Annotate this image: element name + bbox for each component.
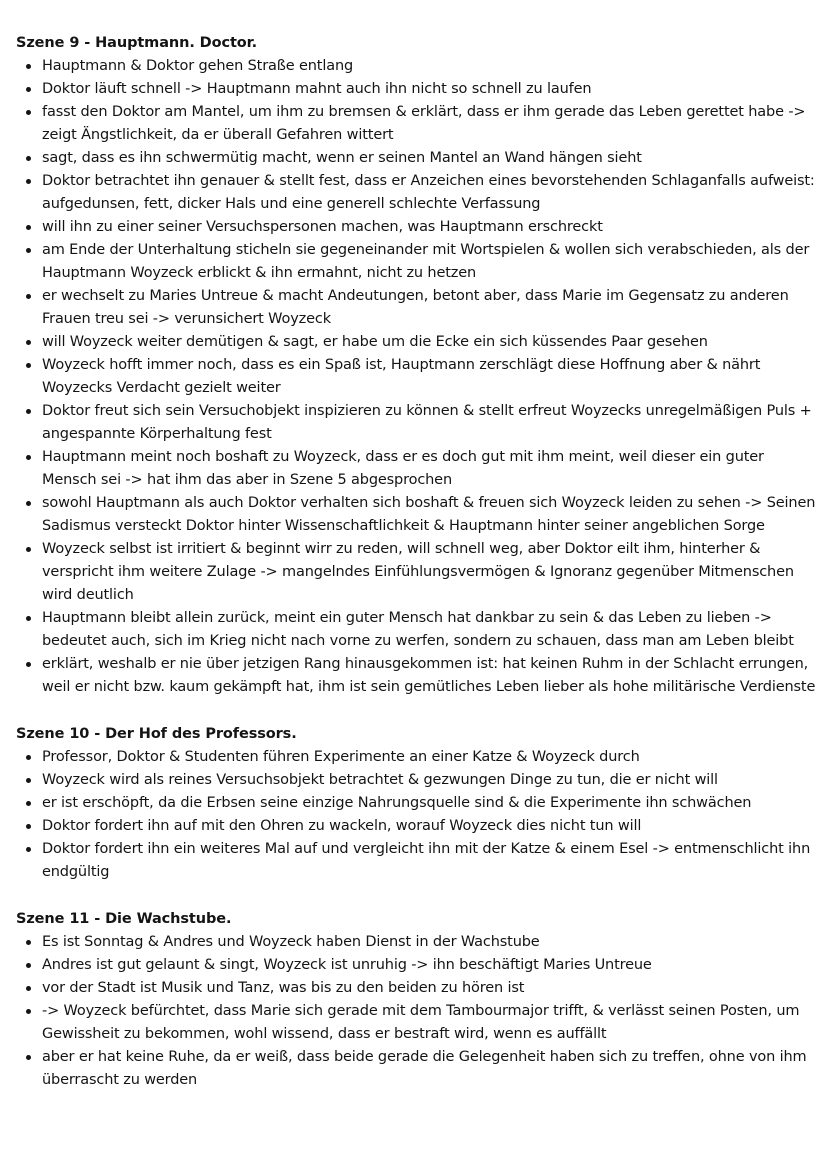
scene-10-title: Szene 10 - Der Hof des Professors. [16, 726, 297, 742]
bullet-item: Doktor fordert ihn ein weiteres Mal auf und vergleicht ihn mit der Katze & einem Esel -> entmenschlicht ihn endgültig [16, 838, 816, 884]
bullet-item: Andres ist gut gelaunt & singt, Woyzeck ist unruhig -> ihn beschäftigt Maries Untreue [16, 954, 816, 977]
bullet-item: vor der Stadt ist Musik und Tanz, was bis zu den beiden zu hören ist [16, 977, 816, 1000]
scene-10-bullet-list [16, 746, 816, 884]
bullet-item: Doktor freut sich sein Versuchobjekt inspizieren zu können & stellt erfreut Woyzecks unregelmäßigen Puls + angespannte Körperhaltung fest [16, 400, 816, 446]
bullet-item: Woyzeck selbst ist irritiert & beginnt wirr zu reden, will schnell weg, aber Doktor eilt ihm, hinterher & verspricht ihm weitere Zulage -> mangelndes Einfühlungsvermögen & Ignoranz gegenüber Mitmenschen wird deutlich [16, 538, 816, 607]
bullet-item: will ihn zu einer seiner Versuchspersonen machen, was Hauptmann erschreckt [16, 216, 816, 239]
scene-11-bullet-list [16, 931, 816, 1092]
bullet-item: er wechselt zu Maries Untreue & macht Andeutungen, betont aber, dass Marie im Gegensatz zu anderen Frauen treu sei -> verunsichert Woyzeck [16, 285, 816, 331]
bullet-item: Hauptmann & Doktor gehen Straße entlang [16, 55, 816, 78]
document-page [16, 32, 816, 1092]
scene-9-bullet-list [16, 55, 816, 699]
bullet-item: aber er hat keine Ruhe, da er weiß, dass beide gerade die Gelegenheit haben sich zu treffen, ohne von ihm überrascht zu werden [16, 1046, 816, 1092]
bullet-item: sagt, dass es ihn schwermütig macht, wenn er seinen Mantel an Wand hängen sieht [16, 147, 816, 170]
bullet-item: erklärt, weshalb er nie über jetzigen Rang hinausgekommen ist: hat keinen Ruhm in der Schlacht errungen, weil er nicht bzw. kaum gekämpft hat, ihm ist sein gemütliches Leben lieber als hohe militärische Verdienste [16, 653, 816, 699]
bullet-item: fasst den Doktor am Mantel, um ihm zu bremsen & erklärt, dass er ihm gerade das Leben gerettet habe -> zeigt Ängstlichkeit, da er überall Gefahren wittert [16, 101, 816, 147]
bullet-item: Woyzeck wird als reines Versuchsobjekt betrachtet & gezwungen Dinge zu tun, die er nicht will [16, 769, 816, 792]
bullet-item: -> Woyzeck befürchtet, dass Marie sich gerade mit dem Tambourmajor trifft, & verlässt seinen Posten, um Gewissheit zu bekommen, wohl wissend, dass er bestraft wird, wenn es auffällt [16, 1000, 816, 1046]
bullet-item: Es ist Sonntag & Andres und Woyzeck haben Dienst in der Wachstube [16, 931, 816, 954]
scene-11-section [16, 908, 816, 1092]
scene-11-title: Szene 11 - Die Wachstube. [16, 911, 232, 927]
bullet-item: Woyzeck hofft immer noch, dass es ein Spaß ist, Hauptmann zerschlägt diese Hoffnung aber & nährt Woyzecks Verdacht gezielt weiter [16, 354, 816, 400]
bullet-item: Hauptmann meint noch boshaft zu Woyzeck, dass er es doch gut mit ihm meint, weil dieser ein guter Mensch sei -> hat ihm das aber in Szene 5 abgesprochen [16, 446, 816, 492]
scene-10-section [16, 723, 816, 884]
bullet-item: Doktor fordert ihn auf mit den Ohren zu wackeln, worauf Woyzeck dies nicht tun will [16, 815, 816, 838]
bullet-item: am Ende der Unterhaltung sticheln sie gegeneinander mit Wortspielen & wollen sich verabschieden, als der Hauptmann Woyzeck erblickt & ihn ermahnt, nicht zu hetzen [16, 239, 816, 285]
scene-9-title: Szene 9 - Hauptmann. Doctor. [16, 35, 258, 51]
bullet-item: Doktor läuft schnell -> Hauptmann mahnt auch ihn nicht so schnell zu laufen [16, 78, 816, 101]
bullet-item: er ist erschöpft, da die Erbsen seine einzige Nahrungsquelle sind & die Experimente ihn schwächen [16, 792, 816, 815]
bullet-item: Doktor betrachtet ihn genauer & stellt fest, dass er Anzeichen eines bevorstehenden Schlaganfalls aufweist: aufgedunsen, fett, dicker Hals und eine generell schlechte Verfassung [16, 170, 816, 216]
bullet-item: sowohl Hauptmann als auch Doktor verhalten sich boshaft & freuen sich Woyzeck leiden zu sehen -> Seinen Sadismus versteckt Doktor hinter Wissenschaftlichkeit & Hauptmann hinter seiner angeblichen Sorge [16, 492, 816, 538]
bullet-item: Professor, Doktor & Studenten führen Experimente an einer Katze & Woyzeck durch [16, 746, 816, 769]
scene-9-section [16, 32, 816, 699]
bullet-item: Hauptmann bleibt allein zurück, meint ein guter Mensch hat dankbar zu sein & das Leben zu lieben -> bedeutet auch, sich im Krieg nicht nach vorne zu werfen, sondern zu schauen, dass man am Leben bleibt [16, 607, 816, 653]
bullet-item: will Woyzeck weiter demütigen & sagt, er habe um die Ecke ein sich küssendes Paar gesehen [16, 331, 816, 354]
